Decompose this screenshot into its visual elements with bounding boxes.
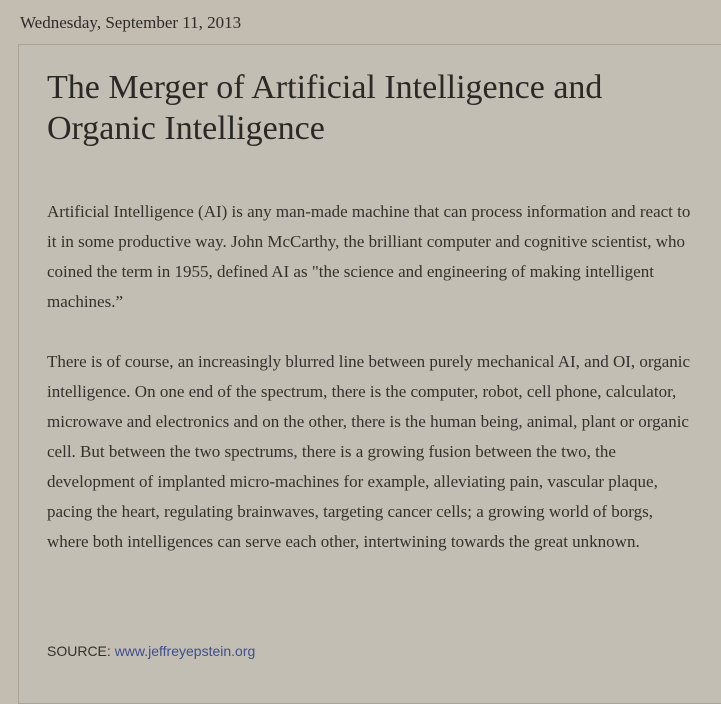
source-line xyxy=(47,641,255,661)
source-label: SOURCE: xyxy=(47,643,115,659)
blog-post xyxy=(18,44,721,704)
post-paragraph-1: Artificial Intelligence (AI) is any man-made machine that can process information and react to it in some productive way. John McCarthy, the brilliant computer and cognitive scientist, who coined the term in 1955, defined AI as "the science and engineering of making intelligent machines.” xyxy=(47,202,691,311)
post-paragraph-2: There is of course, an increasingly blurred line between purely mechanical AI, and OI, organic intelligence. On one end of the spectrum, there is the computer, robot, cell phone, calculator, microwave and electronics and on the other, there is the human being, animal, plant or organic cell. But between the two spectrums, there is a growing fusion between the two, the development of implanted micro-machines for example, alleviating pain, vascular plaque, pacing the heart, regulating brainwaves, targeting cancer cells; a growing world of borgs, where both intelligences can serve each other, intertwining towards the great unknown. xyxy=(47,352,691,551)
source-link[interactable]: www.jeffreyepstein.org xyxy=(114,643,256,659)
post-title: The Merger of Artificial Intelligence and Organic Intelligence xyxy=(47,69,603,147)
post-date: Wednesday, September 11, 2013 xyxy=(20,13,242,32)
post-body xyxy=(47,197,697,557)
